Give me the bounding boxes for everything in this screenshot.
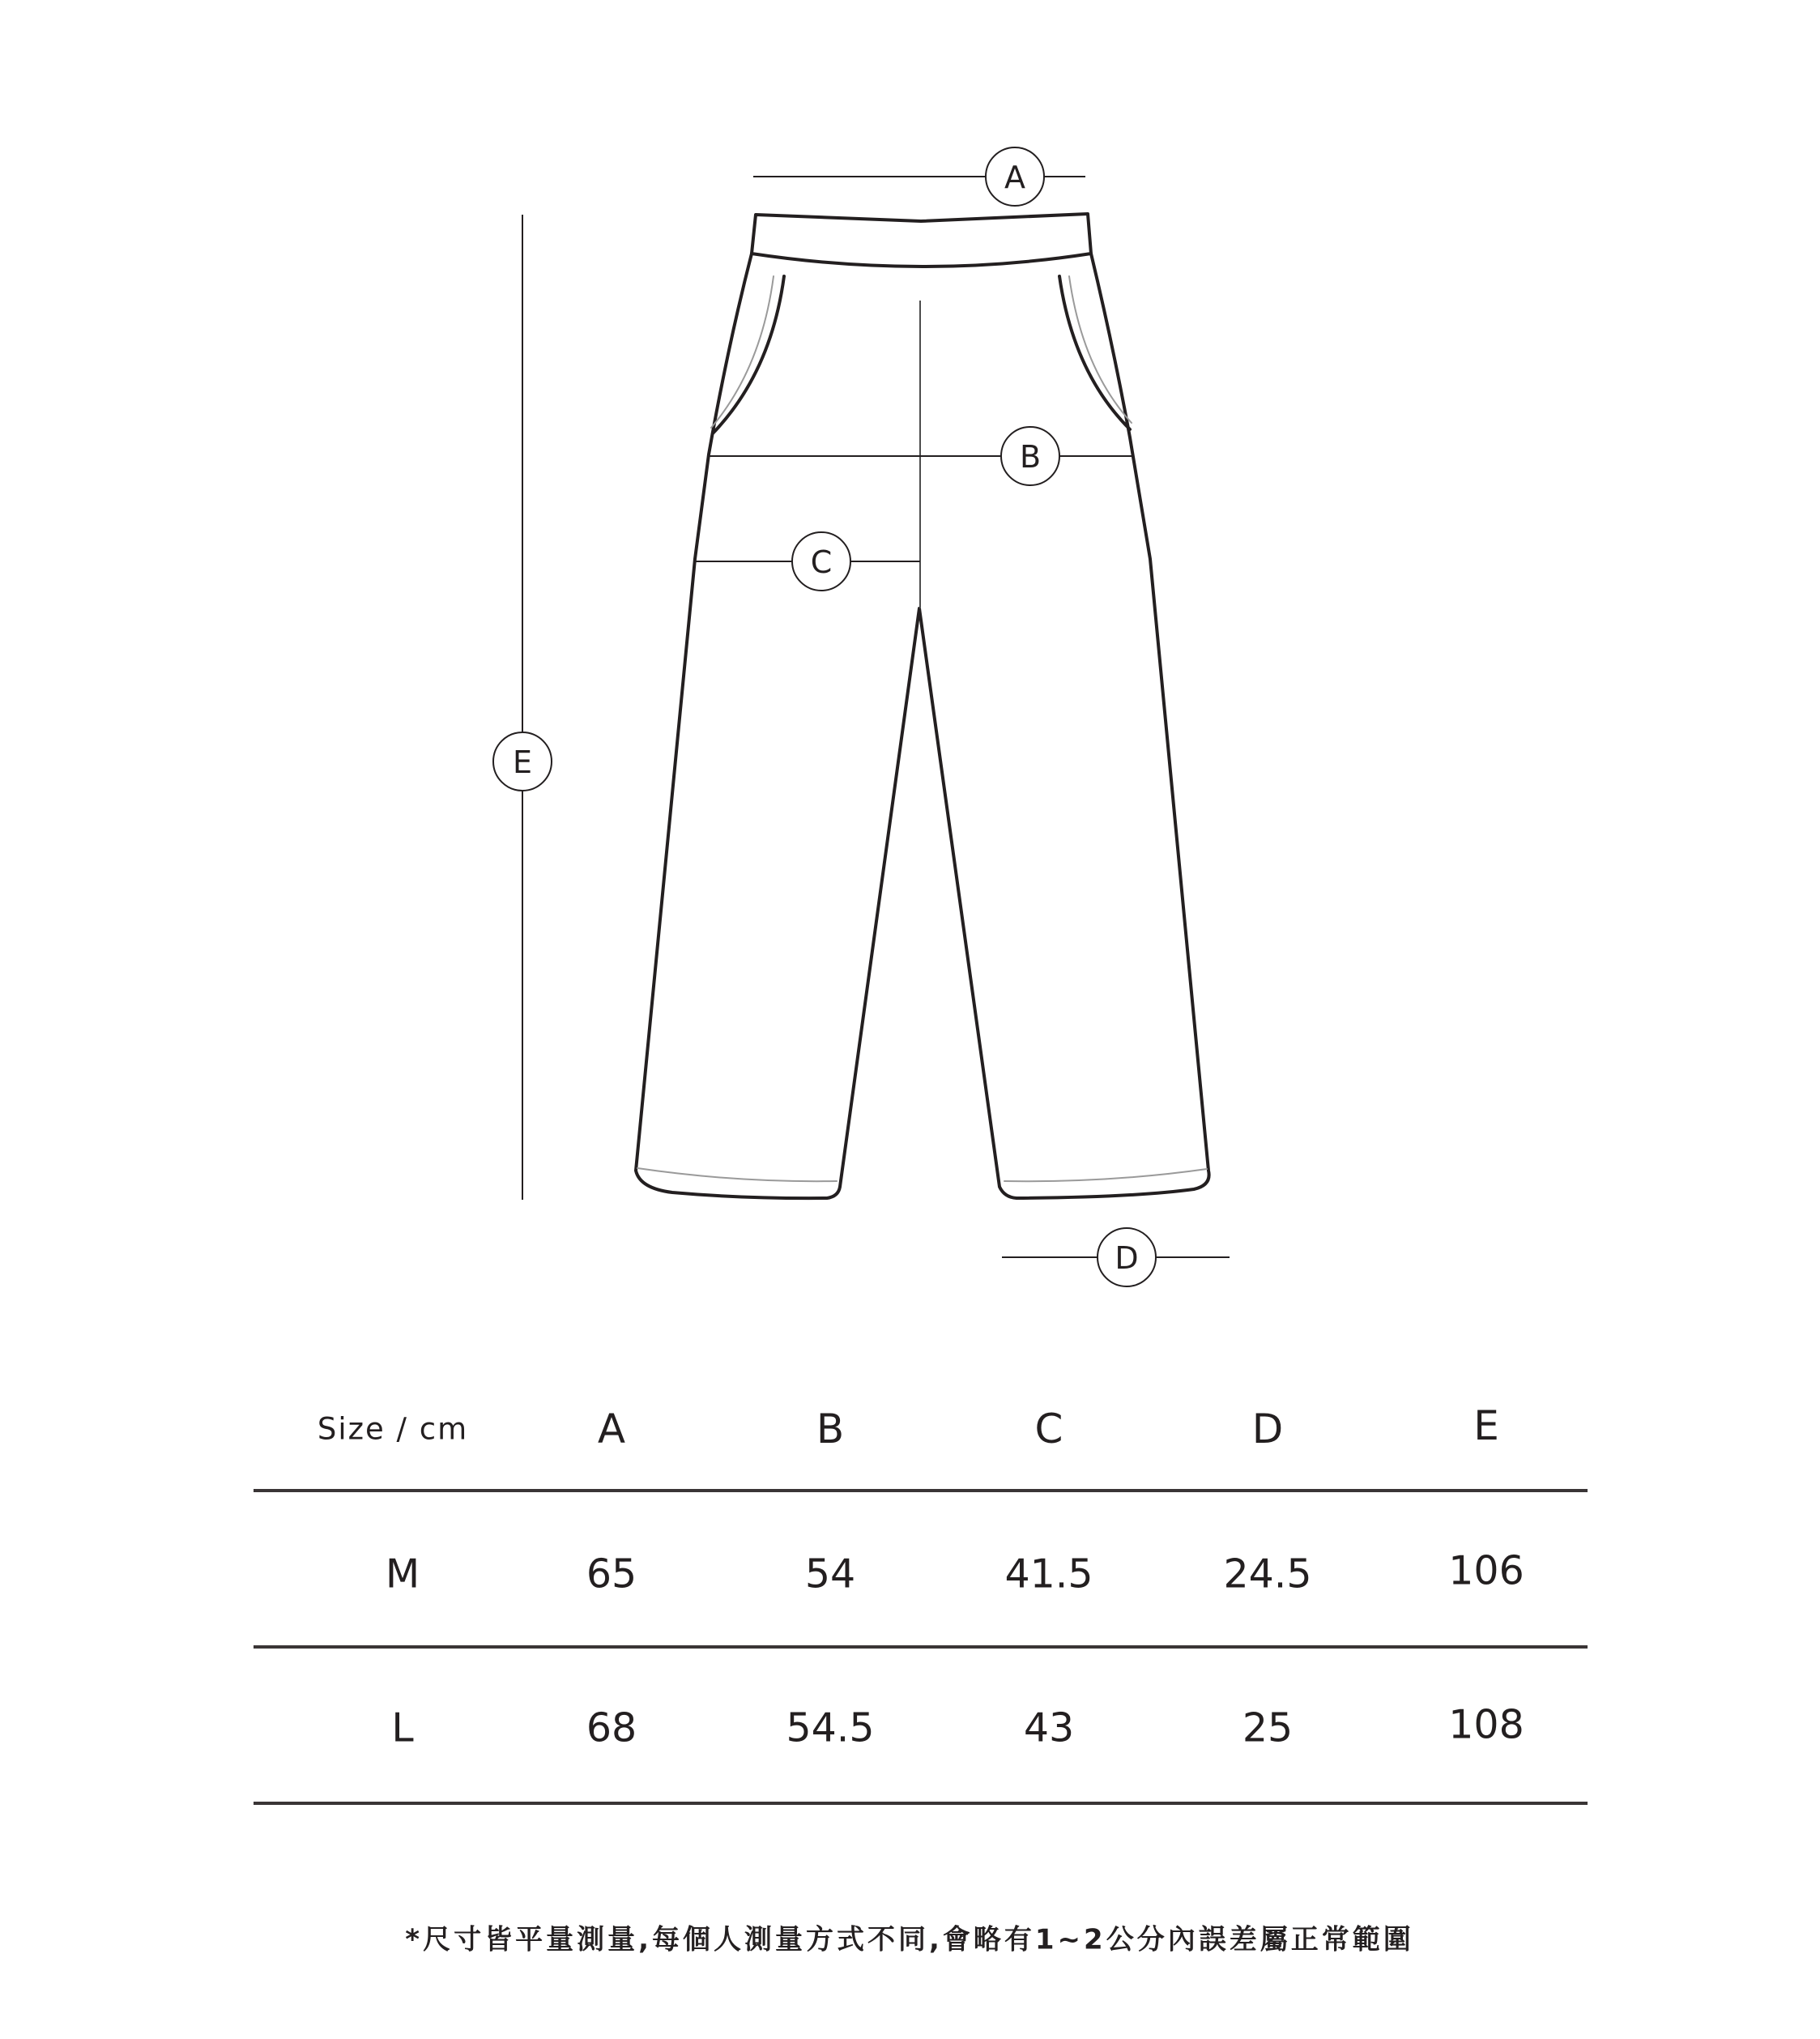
table-cell: 106: [1448, 1547, 1524, 1594]
left-hem-stitch: [637, 1168, 837, 1181]
table-rule-middle: [254, 1645, 1588, 1649]
column-header-c: C: [1034, 1406, 1063, 1452]
column-header-b: B: [816, 1406, 845, 1452]
column-header-e: E: [1473, 1402, 1499, 1449]
marker-b-label: B: [1019, 439, 1042, 475]
marker-a-label: A: [1004, 160, 1025, 195]
size-label-l: L: [391, 1704, 414, 1751]
pants-outline: [636, 254, 1209, 1198]
size-label-m: M: [385, 1551, 420, 1598]
column-header-d: D: [1251, 1406, 1284, 1452]
table-cell: 54: [804, 1551, 856, 1598]
table-rule-top: [254, 1489, 1588, 1492]
marker-d-label: D: [1115, 1240, 1139, 1276]
column-header-a: A: [597, 1406, 626, 1452]
marker-c-label: C: [810, 544, 833, 580]
right-hem-stitch: [1004, 1169, 1207, 1181]
marker-e-label: E: [512, 744, 533, 780]
table-rule-bottom: [254, 1802, 1588, 1805]
left-pocket: [713, 276, 784, 433]
measurement-footnote: *尺寸皆平量測量,每個人測量方式不同,會略有1~2公分內誤差屬正常範圍: [405, 1923, 1414, 1956]
pants-waistband: [752, 214, 1091, 267]
table-cell: 43: [1023, 1704, 1075, 1751]
size-unit-header: Size / cm: [317, 1411, 469, 1447]
table-cell: 68: [586, 1704, 637, 1751]
table-cell: 24.5: [1223, 1551, 1312, 1598]
table-cell: 25: [1242, 1704, 1294, 1751]
table-cell: 54.5: [786, 1704, 875, 1751]
table-cell: 108: [1448, 1701, 1524, 1748]
table-cell: 65: [586, 1551, 637, 1598]
table-cell: 41.5: [1004, 1551, 1093, 1598]
right-pocket: [1059, 276, 1130, 429]
